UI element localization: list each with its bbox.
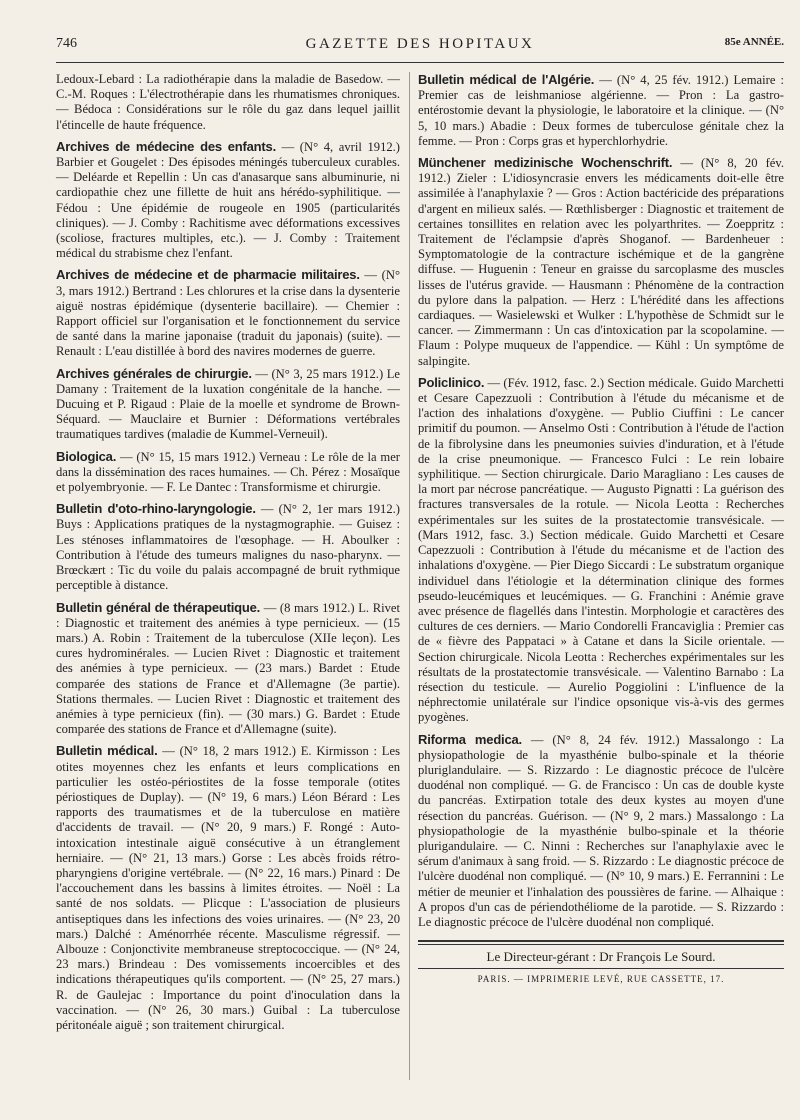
entry-body: — (N° 3, 25 mars 1912.) Le Damany : Traitement de la luxation congénitale de la hanche. — Ducuing et P. Rigaud : Plaie de la moelle et syndrome de Brown-Séquard. — Mauclaire et Burnier : Déformations vertébrales traumatiques tardives (maladie de Kummel-Verneuil). bbox=[56, 366, 401, 442]
journal-name: Riforma medica. bbox=[418, 731, 522, 747]
entry-body: — (Fév. 1912, fasc. 2.) Section médicale. Guido Marchetti et Cesare Capezzuoli : Contribution à l'étude du mécanisme et de l'action des inhalations d'oxygène. — Publio Ciuffini : Le cancer primitif du poumon. — Anselmo Osti : Contribution à l'étude de l'action de la fibrolysine dans les pneumonies suivies d'induration, et à l'étude de la crise pneumonique. — Francesco Fulci : Le rein lobaire syphilitique. — Section chirurgicale. Dario Maragliano : Les causes de la mort par nécrose pancréatique. — Augusto Pignatti : La guérison des fractures transversales de la rotule. — Nicola Leotta : Recherches expérimentales sur les suites de la prostatectomie transvésicale. — (Mars 1912, fasc. 3.) Section médicale. Guido Marchetti et Cesare Capezzuoli : Contribution à l'étude du mécanisme et de l'action des inhalations d'oxygène. — Pier Diego Siccardi : Le substratum organique individuel dans l'étiologie et la détermination clinique des formes pseudo-leucémiques et leucémiques. — G. Franchini : Anémie grave avec présence de flagellés dans l'intestin. Morphologie et caractères des cultures de ces derniers. — Mario Condorelli Francaviglia : Premier cas de « fièvre des Pappataci » à Catane et dans la Sicile orientale. — Section chirurgicale. Nicola Leotta : Recherches expérimentales sur les résultats de la prostatectomie transvésicale. — Valentino Barnabo : La résection du testicule. — Aurelio Poggiolini : L'influence de la néphrectomie unilatérale sur l'indice opsonique vis-à-vis des germes pyogènes. bbox=[418, 375, 784, 725]
entry-body: — (8 mars 1912.) L. Rivet : Diagnostic et traitement des anémies à type pernicieux. — (15 mars.) A. Robin : Traitement de la tuberculose (XIIe leçon). Les cures hydrominérales. — Lucien Rivet : Diagnostic et traitement des anémies à type pernicieux. — (23 mars.) Bardet : Etude comparée des stations de France et d'Allemagne (3e partie). Stations thermales. — Lucien Rivet : Diagnostic et traitement des anémies à type pernicieux (fin). — (30 mars.) G. Bardet : Etude comparée des stations de France et d'Allemagne (suite). bbox=[56, 600, 400, 737]
entry-body: — (N° 8, 24 fév. 1912.) Massalongo : La physiopathologie de la myasthénie bulbo-spinale et la théorie pluriglandulaire. — S. Rizzardo : Le diagnostic précoce de l'ulcère duodénal non compliqué. — G. de Francisco : Un cas de double kyste du pancréas. Extirpation totale des deux kystes au moyen d'une résection du pancréas. Guérison. — (N° 9, 2 mars.) Massalongo : La physiopathologie de la myasthénie bulbo-spinale et la théorie plurigandulaire. — C. Ninni : Recherches sur l'anaphylaxie avec le sérum d'animaux à sang froid. — S. Rizzardo : Le diagnostic précoce de l'ulcère duodénal non compliqué. — (N° 10, 9 mars.) E. Ferrannini : Le métier de meunier et l'inhalation des poussières de farine. — Alhaique : A propos d'un cas de périendothéliome de la parotide. — S. Rizzardo : Le diagnostic précoce de l'ulcère duodénal non compliqué. bbox=[418, 732, 784, 929]
left-column bbox=[56, 72, 400, 1039]
review-entry bbox=[418, 375, 784, 726]
journal-title: GAZETTE DES HOPITAUX bbox=[305, 36, 535, 52]
journal-name: Bulletin médical. bbox=[56, 743, 158, 759]
journal-name: Münchener medizinische Wochenschrift. bbox=[418, 155, 673, 171]
journal-name: Archives de médecine des enfants. bbox=[56, 138, 276, 154]
right-column-entries bbox=[418, 72, 784, 930]
review-entry bbox=[56, 267, 400, 359]
journal-name: Archives de médecine et de pharmacie militaires. bbox=[56, 267, 360, 283]
year-label: 85e ANNÉE. bbox=[724, 36, 784, 48]
footer-rule-thin bbox=[418, 944, 784, 945]
journal-name: Bulletin d'oto-rhino-laryngologie. bbox=[56, 501, 256, 517]
column-separator bbox=[409, 72, 410, 1080]
journal-name: Archives générales de chirurgie. bbox=[56, 365, 252, 381]
director-line: Le Directeur-gérant : Dr François Le Sourd. bbox=[486, 949, 716, 965]
review-entry bbox=[56, 139, 400, 262]
entry-body: — (N° 8, 20 fév. 1912.) Zieler : L'idiosyncrasie envers les médicaments doit-elle être assimilée à l'anaphylaxie ? — Gros : Action bactéricide des préparations d'argent en milieux salés. — Rœthlisberger : Diagnostic et traitement de certaines tonsillites en relation avec les polyarthrites. — Zoeppritz : Traitement de l'éclampsie d'après Shoganof. — Bardenheuer : Symptomatologie de la contracture ischémique et de la gangrène diffuse. — Huguenin : Teneur en graisse du sarcoplasme des muscles lisses de l'utérus gravide. — Hausmann : Phénomène de la contraction du pylore dans la palpation. — Herz : L'hérédité dans les affections cardiaques. — Wasielewski et Wulker : L'hypothèse de Schmidt sur le cancer. — Zimmermann : Un cas d'intoxication par la scopolamine. — Flaum : Polype muqueux de l'appendice. — Kühl : Un symptôme de salpingite. bbox=[418, 156, 784, 368]
journal-name: Bulletin médical de l'Algérie. bbox=[418, 72, 595, 87]
entry-body: — (N° 15, 15 mars 1912.) Verneau : Le rôle de la mer dans la dissémination des races humaines. — Ch. Pérez : Mosaïque et polyembryonie. — F. Le Dantec : Transformisme et chirurgie. bbox=[56, 449, 400, 495]
review-entry bbox=[56, 743, 400, 1033]
entry-body: — (N° 4, 25 fév. 1912.) Lemaire : Premier cas de leishmaniose algérienne. — Pron : La gastro-entérostomie devant la physiologie, le laboratoire et la clinique. — (N° 5, 10 mars.) Abadie : Deux formes de tuberculose génitale chez la femme. — Pron : Corps gras et hyperchlorhydrie. bbox=[418, 73, 784, 148]
imprint-rule bbox=[418, 968, 784, 969]
review-entry bbox=[418, 155, 784, 369]
review-entry bbox=[418, 72, 784, 149]
review-entry bbox=[56, 366, 400, 443]
entry-body: — (N° 2, 1er mars 1912.) Buys : Applications pratiques de la nystagmographie. — Guisez : Les sténoses inflammatoires de l'œsophage. — H. Aboulker : Contribution à l'étude des tumeurs malignes du naso-pharynx. — Brœckært : Tic du voile du palais accompagné de bruit rythmique perceptible à distance. bbox=[56, 502, 400, 593]
entry-body: — (N° 18, 2 mars 1912.) E. Kirmisson : Les otites moyennes chez les enfants et leurs complications en particulier les ostéo-périostites de la fosse temporale (otites périostiques de Duplay). — (N° 19, 6 mars.) Léon Bérard : Les rapports des traumatismes et de la tuberculose en matière d'accidents de travail. — (N° 20, 9 mars.) F. Rongé : Auto-intoxication intestinale aiguë consécutive à un étranglement herniaire. — (N° 21, 13 mars.) Gorse : Les abcès froids rétro-pharyngiens d'origine vertébrale. — (N° 22, 16 mars.) Pinard : De l'accouchement dans les bassins à limites étroites. — Noël : La santé de nos soldats. — Plicque : L'association de plusieurs antiseptiques dans les infections des voies urinaires. — (N° 23, 20 mars.) Dalché : Aménorrhée récente. Masculisme régressif. — Albouze : Conjonctivite membraneuse streptococcique. — (N° 24, 23 mars.) Brindeau : Des vomissements incoercibles et des indications thérapeutiques qu'ils comportent. — (N° 25, 27 mars.) R. de Gaulejac : Importance du point d'inoculation dans la vaccination. — (N° 26, 30 mars.) Guibal : La tuberculose péritonéale aiguë ; son traitement chirurgical. bbox=[56, 744, 400, 1032]
imprint-line: PARIS. — IMPRIMERIE LEVÉ, RUE CASSETTE, 17. bbox=[477, 974, 725, 985]
journal-name: Bulletin général de thérapeutique. bbox=[56, 599, 261, 615]
journal-name: Policlinico. bbox=[418, 374, 485, 390]
review-entry bbox=[56, 72, 400, 133]
page-header bbox=[56, 36, 784, 60]
entry-body: — (N° 3, mars 1912.) Bertrand : Les chlorures et la crise dans la dysenterie aiguë nostras épidémique (dysenterie bacillaire). — Chemier : Rapport officiel sur l'organisation et le fonctionnement du service de santé dans la marine japonaise (traduit du japonais) (suite). — Renault : L'eau distillée à bord des navires modernes de guerre. bbox=[56, 268, 400, 359]
page-number: 746 bbox=[56, 36, 77, 51]
header-rule bbox=[56, 62, 784, 63]
right-column bbox=[418, 72, 784, 988]
review-entry bbox=[56, 449, 400, 496]
journal-name: Biologica. bbox=[56, 448, 117, 464]
entry-body: Ledoux-Lebard : La radiothérapie dans la maladie de Basedow. — C.-M. Roques : L'électrothérapie dans les rhumatismes chroniques. — Bédoca : Considérations sur le rôle du gaz dans lequel jaillit l'étincelle de haute fréquence. bbox=[56, 72, 400, 132]
footer-rule bbox=[418, 940, 784, 942]
review-entry bbox=[418, 732, 784, 931]
entry-body: — (N° 4, avril 1912.) Barbier et Gougelet : Des épisodes méningés tuberculeux curables. — Deléarde et Repellin : Un cas d'anasarque sans albuminurie, ni cardiopathie chez une fillette de huit ans hérédo-syphilitique. — Fédou : Une épidémie de rougeole en 1905 (particularités cliniques). — J. Comby : Rachitisme avec déformations excessives (scoliose, fractures multiples, etc.). — J. Comby : Traitement médical du strabisme chez l'enfant. bbox=[56, 139, 401, 261]
review-entry bbox=[56, 501, 400, 593]
review-entry bbox=[56, 600, 400, 738]
